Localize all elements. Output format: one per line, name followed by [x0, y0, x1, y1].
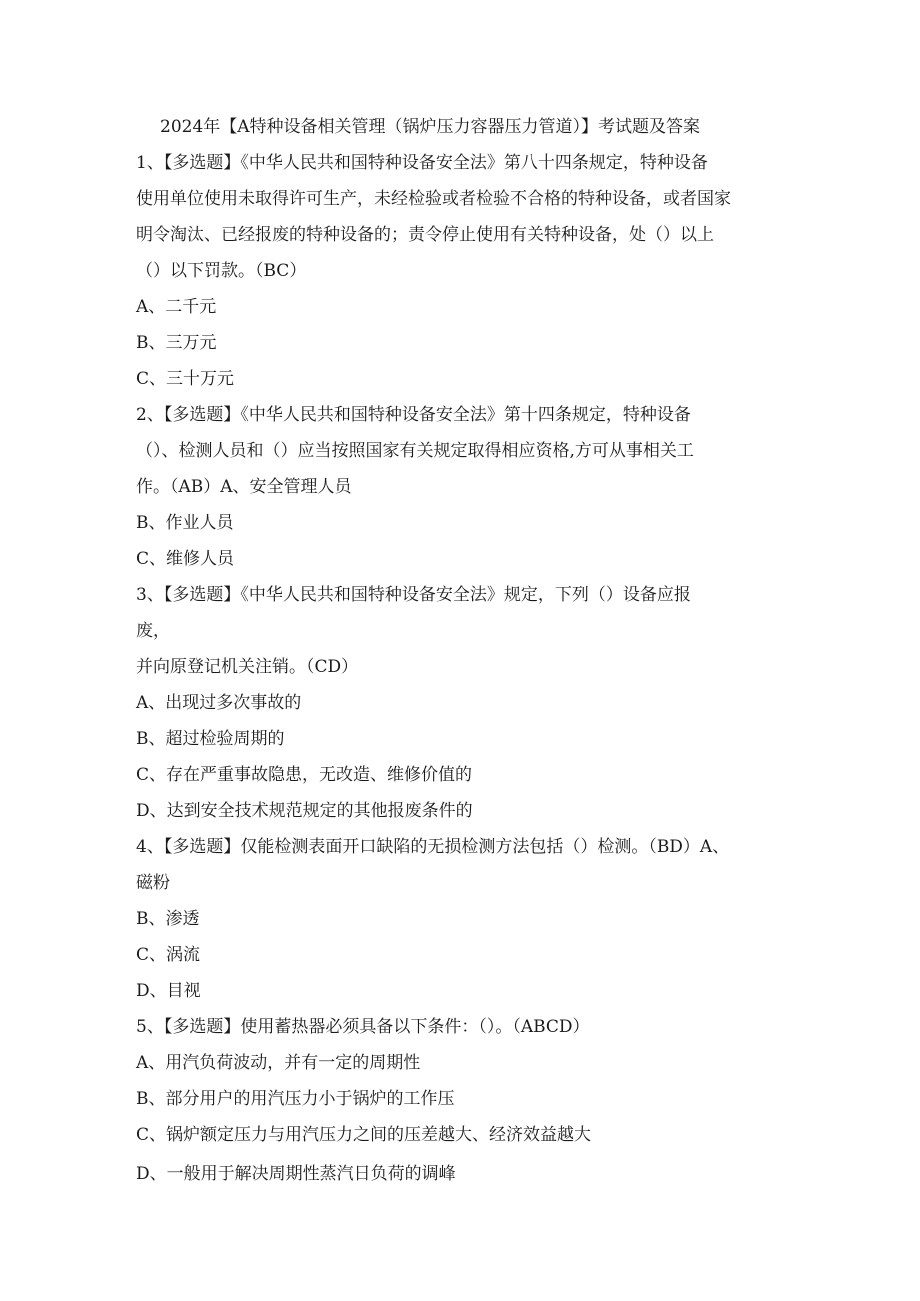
- q1-stem-line-4: （）以下罚款。（BC）: [136, 261, 307, 281]
- q1-stem-line-3: 明令淘汰、已经报废的特种设备的；责令停止使用有关特种设备，处（）以上: [136, 225, 714, 245]
- q3-stem-line-1: 3、【多选题】《中华人民共和国特种设备安全法》规定，下列（）设备应报: [136, 585, 691, 605]
- q5-option-d: D、一般用于解决周期性蒸汽日负荷的调峰: [136, 1164, 456, 1184]
- q2-option-c: C、维修人员: [136, 549, 235, 569]
- q5-option-c: C、锅炉额定压力与用汽压力之间的压差越大、经济效益越大: [136, 1125, 592, 1145]
- q1-stem-line-1: 1、【多选题】《中华人民共和国特种设备安全法》第八十四条规定，特种设备: [136, 153, 708, 173]
- q3-stem-line-3: 并向原登记机关注销。（CD）: [136, 657, 359, 677]
- q4-option-d: D、目视: [136, 981, 201, 1001]
- q4-stem-line-1: 4、【多选题】仅能检测表面开口缺陷的无损检测方法包括（）检测。（BD）A、: [136, 837, 730, 857]
- q3-stem-line-2: 废，: [136, 621, 170, 641]
- q5-option-a: A、用汽负荷波动，并有一定的周期性: [136, 1053, 421, 1073]
- q2-stem-line-2: （）、检测人员和（）应当按照国家有关规定取得相应资格,方可从事相关工: [136, 441, 694, 461]
- q5-stem-line-1: 5、【多选题】使用蓄热器必须具备以下条件：（）。（ABCD）: [136, 1017, 590, 1037]
- document-title: 2024年【A特种设备相关管理（锅炉压力容器压力管道）】考试题及答案: [160, 117, 701, 137]
- q1-stem-line-2: 使用单位使用未取得许可生产，未经检验或者检验不合格的特种设备，或者国家: [136, 189, 731, 209]
- q4-stem-line-2: 磁粉: [136, 873, 170, 893]
- q3-option-c: C、存在严重事故隐患，无改造、维修价值的: [136, 765, 473, 785]
- q3-option-a: A、出现过多次事故的: [136, 693, 302, 713]
- q2-option-b: B、作业人员: [136, 513, 234, 533]
- q2-stem-line-1: 2、【多选题】《中华人民共和国特种设备安全法》第十四条规定，特种设备: [136, 405, 691, 425]
- q1-option-a: A、二千元: [136, 297, 217, 317]
- q2-stem-line-3: 作。（AB）A、安全管理人员: [136, 477, 352, 497]
- q1-option-b: B、三万元: [136, 333, 217, 353]
- q5-option-b: B、部分用户的用汽压力小于锅炉的工作压: [136, 1089, 455, 1109]
- q1-option-c: C、三十万元: [136, 369, 235, 389]
- q3-option-b: B、超过检验周期的: [136, 729, 285, 749]
- q4-option-b: B、渗透: [136, 909, 200, 929]
- q3-option-d: D、达到安全技术规范规定的其他报废条件的: [136, 801, 473, 821]
- q4-option-c: C、涡流: [136, 945, 201, 965]
